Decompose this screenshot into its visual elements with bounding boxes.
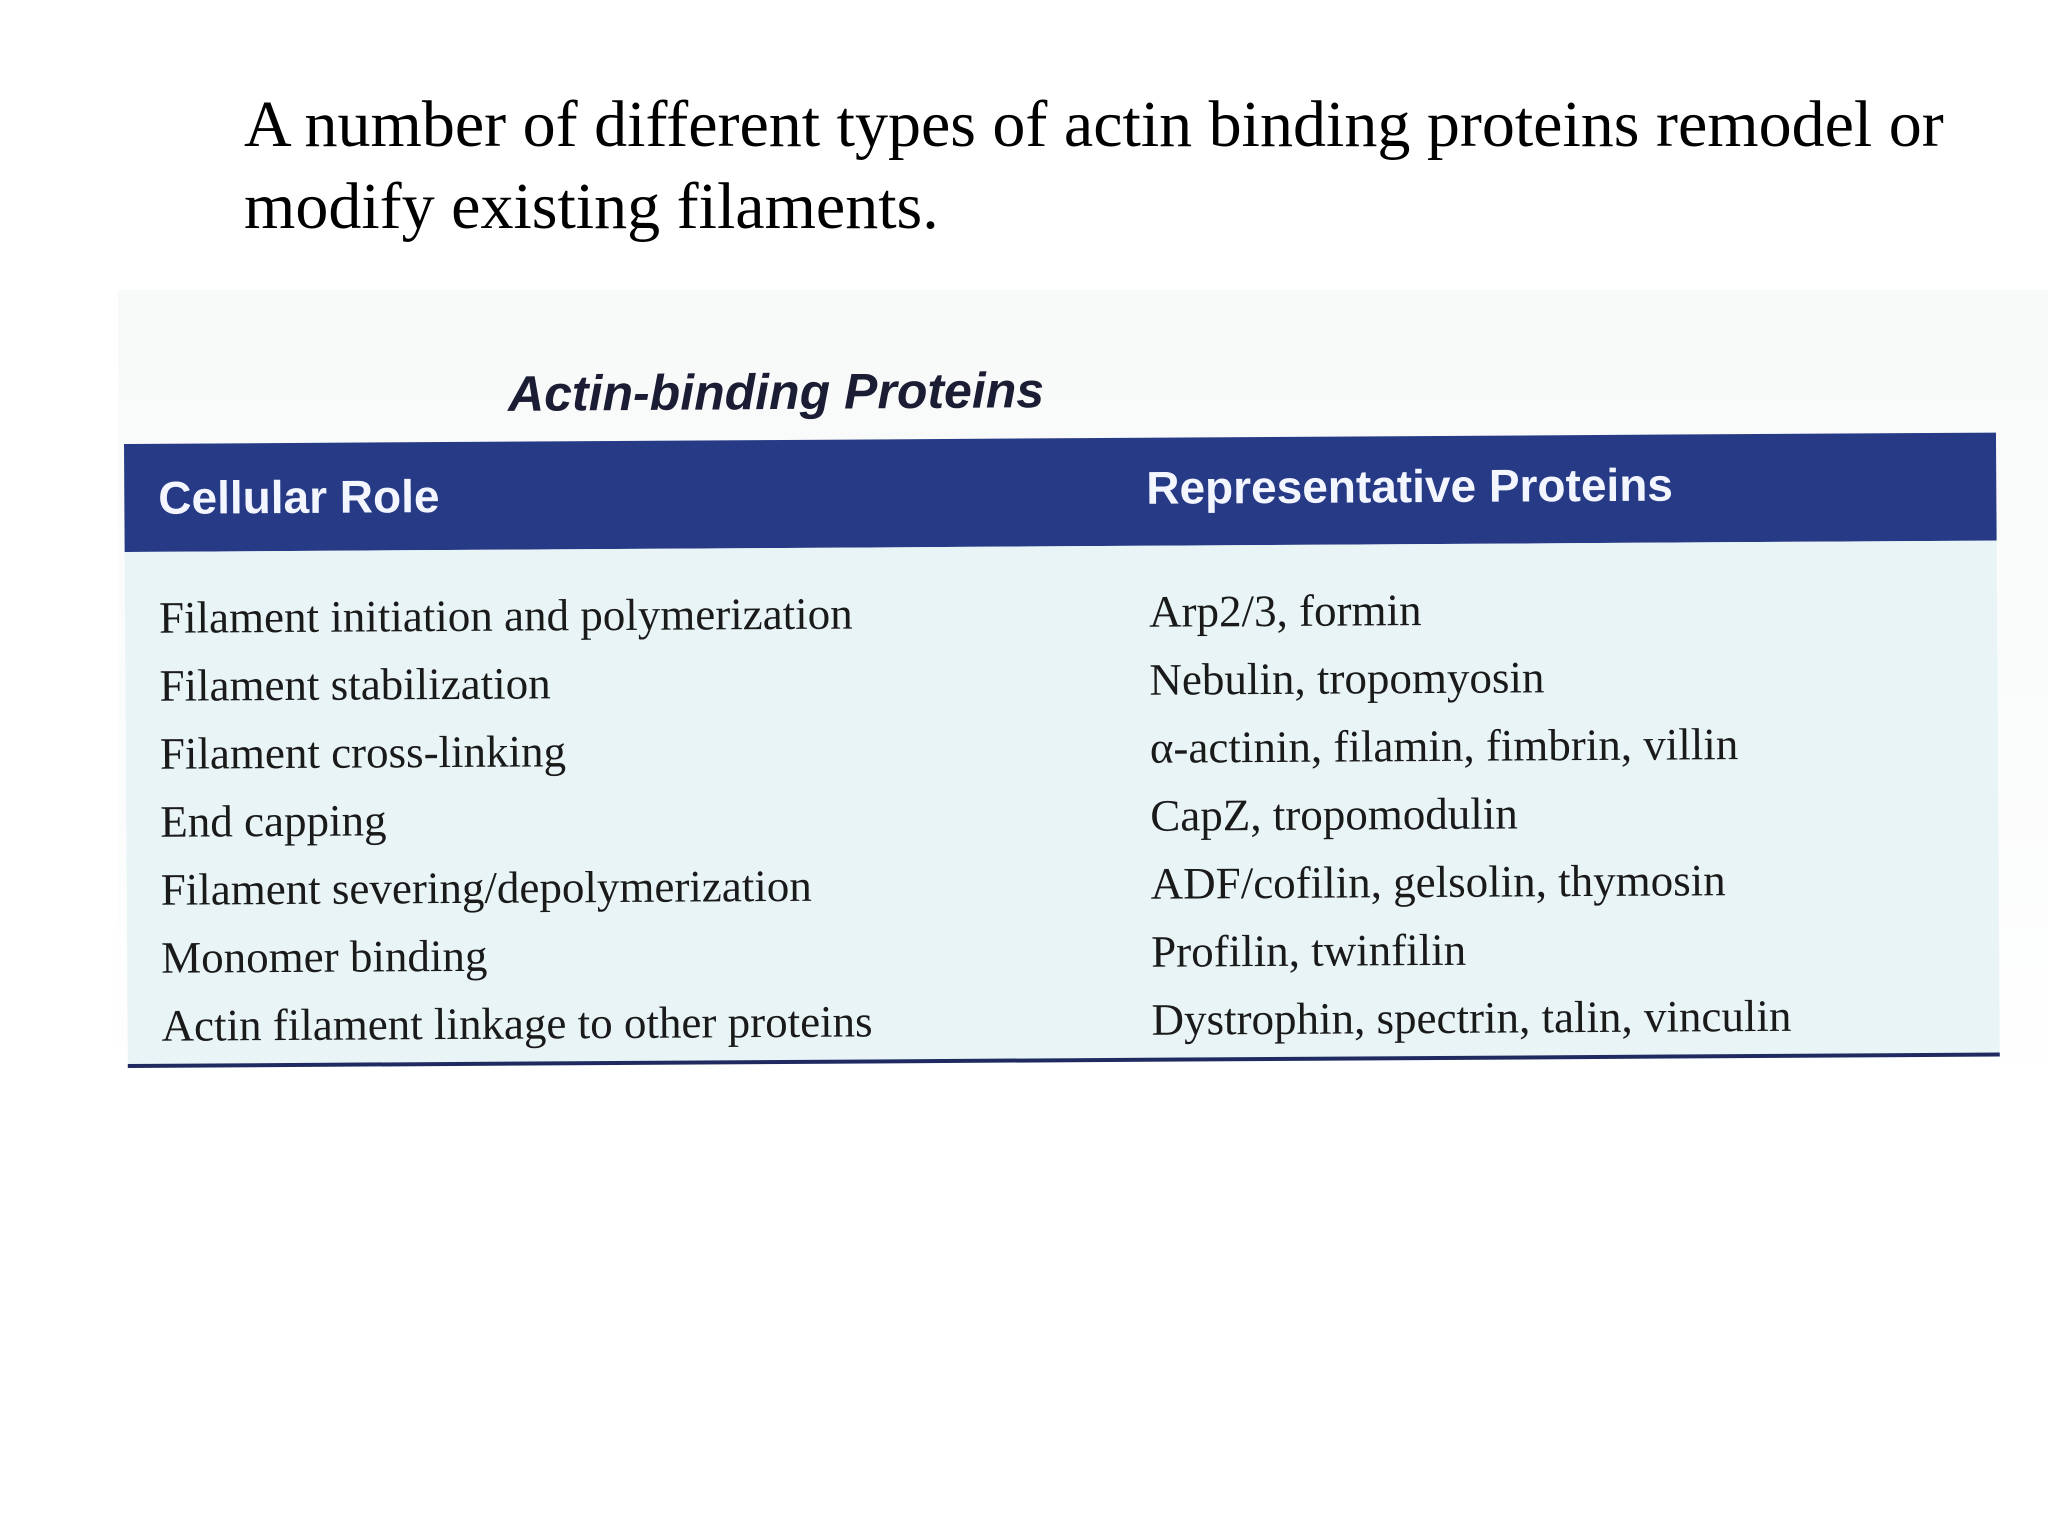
table-row (126, 781, 1998, 860)
column-header-representative-proteins: Representative Proteins (1146, 458, 1674, 514)
cell-representative-proteins: Dystrophin, spectrin, talin, vinculin (1151, 990, 1792, 1045)
cell-representative-proteins: α-actinin, filamin, fimbrin, villin (1149, 719, 1739, 773)
table-row (125, 645, 1997, 724)
cell-representative-proteins: Nebulin, tropomyosin (1149, 652, 1545, 705)
cell-cellular-role: Actin filament linkage to other proteins (161, 996, 873, 1051)
cell-representative-proteins: Arp2/3, formin (1148, 585, 1422, 637)
cell-cellular-role: End capping (160, 795, 387, 847)
cell-cellular-role: Filament stabilization (159, 658, 551, 711)
table-row (127, 849, 1999, 928)
cell-representative-proteins: Profilin, twinfilin (1150, 924, 1467, 977)
table-row (125, 577, 1997, 656)
column-header-cellular-role: Cellular Role (158, 470, 440, 524)
cell-representative-proteins: CapZ, tropomodulin (1150, 788, 1518, 841)
slide-heading: A number of different types of actin binding proteins remodel or modify existing filaments. (244, 88, 1944, 243)
table-body (125, 541, 2000, 1064)
cell-cellular-role: Filament cross-linking (159, 726, 567, 779)
table-row (127, 985, 1999, 1064)
cell-cellular-role: Filament initiation and polymerization (158, 588, 853, 643)
table-row (127, 917, 1999, 996)
table-row (126, 713, 1998, 792)
cell-representative-proteins: ADF/cofilin, gelsolin, thymosin (1150, 855, 1726, 909)
table-header (124, 433, 1997, 552)
cell-cellular-role: Monomer binding (160, 930, 488, 983)
cell-cellular-role: Filament severing/depolymerization (160, 860, 812, 915)
table-title: Actin-binding Proteins (507, 362, 1045, 422)
actin-binding-proteins-table (124, 433, 2000, 1076)
